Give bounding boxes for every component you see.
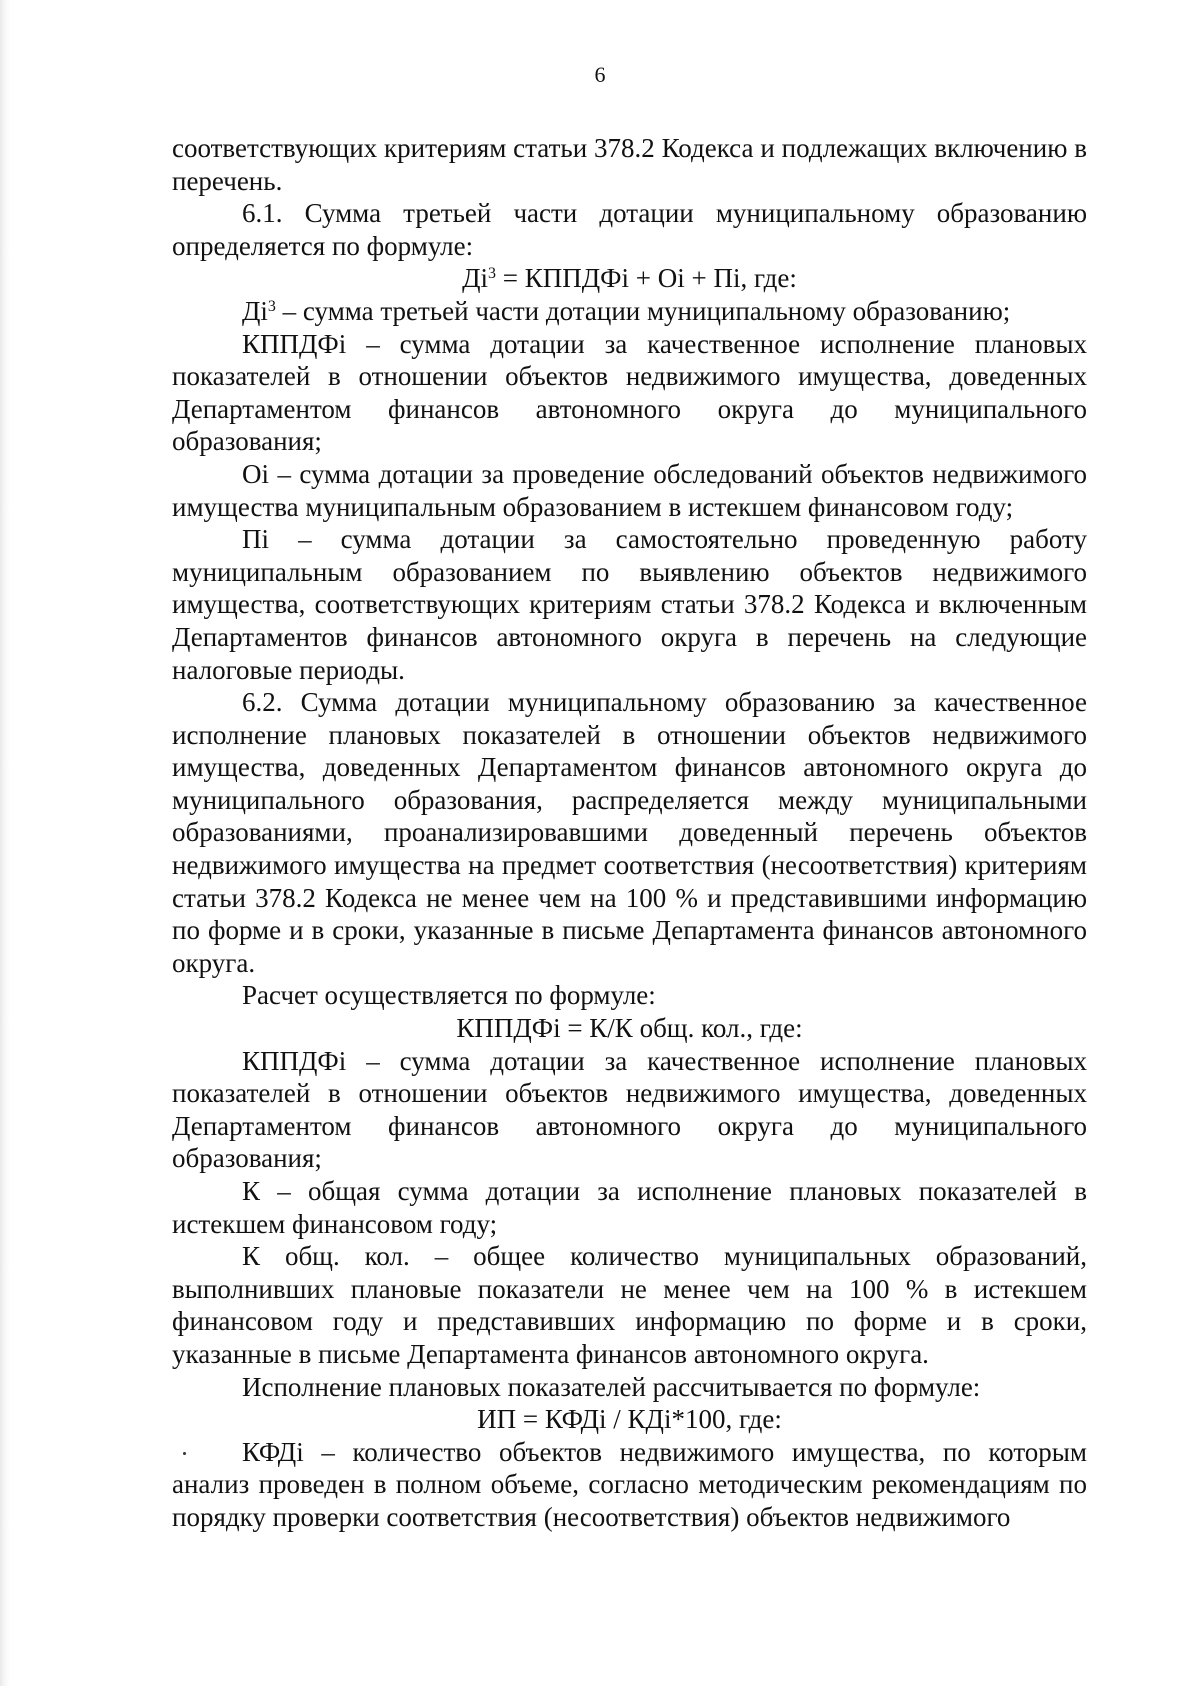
superscript-3: 3	[488, 265, 497, 283]
definition-kppdfi-2: КППДФi – сумма дотации за качественное исполнение плановых показателей в отношении объектов недвижимого имущества, доведенных Департаментом финансов автономного округа до муниципального образования;	[172, 1045, 1087, 1174]
formula-di3: $Дi^3$ = КППДФi + Оi + Пi, где:	[462, 263, 797, 294]
formula-ip: ИП = КФДi / КДi*100, где:	[477, 1404, 782, 1435]
paragraph-6-2: 6.2. Сумма дотации муниципальному образованию за качественное исполнение плановых показателей в отношении объектов недвижимого имущества, доведенных Департаментом финансов автономного округа до муниципального образования, распределяется между муниципальными образованиями, проанализировавшими доведенный перечень объектов недвижимого имущества на предмет соответствия (несоответствия) критериям статьи 378.2 Кодекса не менее чем на 100 % и представившими информацию по форме и в сроки, указанные в письме Департамента финансов автономного округа.	[172, 687, 1087, 978]
formula-kppdfi: КППДФi = К/К общ. кол., где:	[456, 1013, 803, 1044]
paragraph: соответствующих критериям статьи 378.2 Кодекса и подлежащих включению в перечень.	[172, 133, 1087, 196]
definition-di3: $Дi^3$ – сумма третьей части дотации муниципальному образованию;	[242, 295, 1011, 326]
page-number: 6	[594, 62, 606, 87]
paragraph-execution: Исполнение плановых показателей рассчитывается по формуле:	[242, 1371, 981, 1402]
definition-k: К – общая сумма дотации за исполнение плановых показателей в истекшем финансовом году;	[172, 1176, 1087, 1239]
scan-edge	[0, 0, 10, 1686]
scan-speck	[183, 1452, 186, 1455]
definition-oi: Оi – сумма дотации за проведение обследований объектов недвижимого имущества муниципальным образованием в истекшем финансовом году;	[172, 458, 1087, 522]
paragraph-calculation: Расчет осуществляется по формуле:	[242, 980, 656, 1011]
paragraph-6-1: 6.1. Сумма третьей части дотации муниципальному образованию определяется по формуле:	[172, 198, 1087, 261]
definition-k-total: К общ. кол. – общее количество муниципальных образований, выполнивших плановые показатели не менее чем на 100 % в истекшем финансовом году и представивших информацию по форме и в сроки, указанные в письме Департамента финансов автономного округа.	[172, 1241, 1087, 1369]
definition-kfdi: КФДi – количество объектов недвижимого имущества, по которым анализ проведен в полном объеме, согласно методическим рекомендациям по порядку проверки соответствия (несоответствия) объектов недвижимого	[172, 1436, 1087, 1532]
definition-pi: Пi – сумма дотации за самостоятельно проведенную работу муниципальным образованием по выявлению объектов недвижимого имущества, соответствующих критериям статьи 378.2 Кодекса и включенным Департаментов финансов автономного округа в перечень на следующие налоговые периоды.	[172, 524, 1087, 685]
superscript-3: 3	[267, 297, 276, 315]
definition-kppdfi: КППДФi – сумма дотации за качественное исполнение плановых показателей в отношении объектов недвижимого имущества, доведенных Департаментом финансов автономного округа до муниципального образования;	[172, 328, 1087, 457]
body-text	[172, 132, 1087, 1534]
